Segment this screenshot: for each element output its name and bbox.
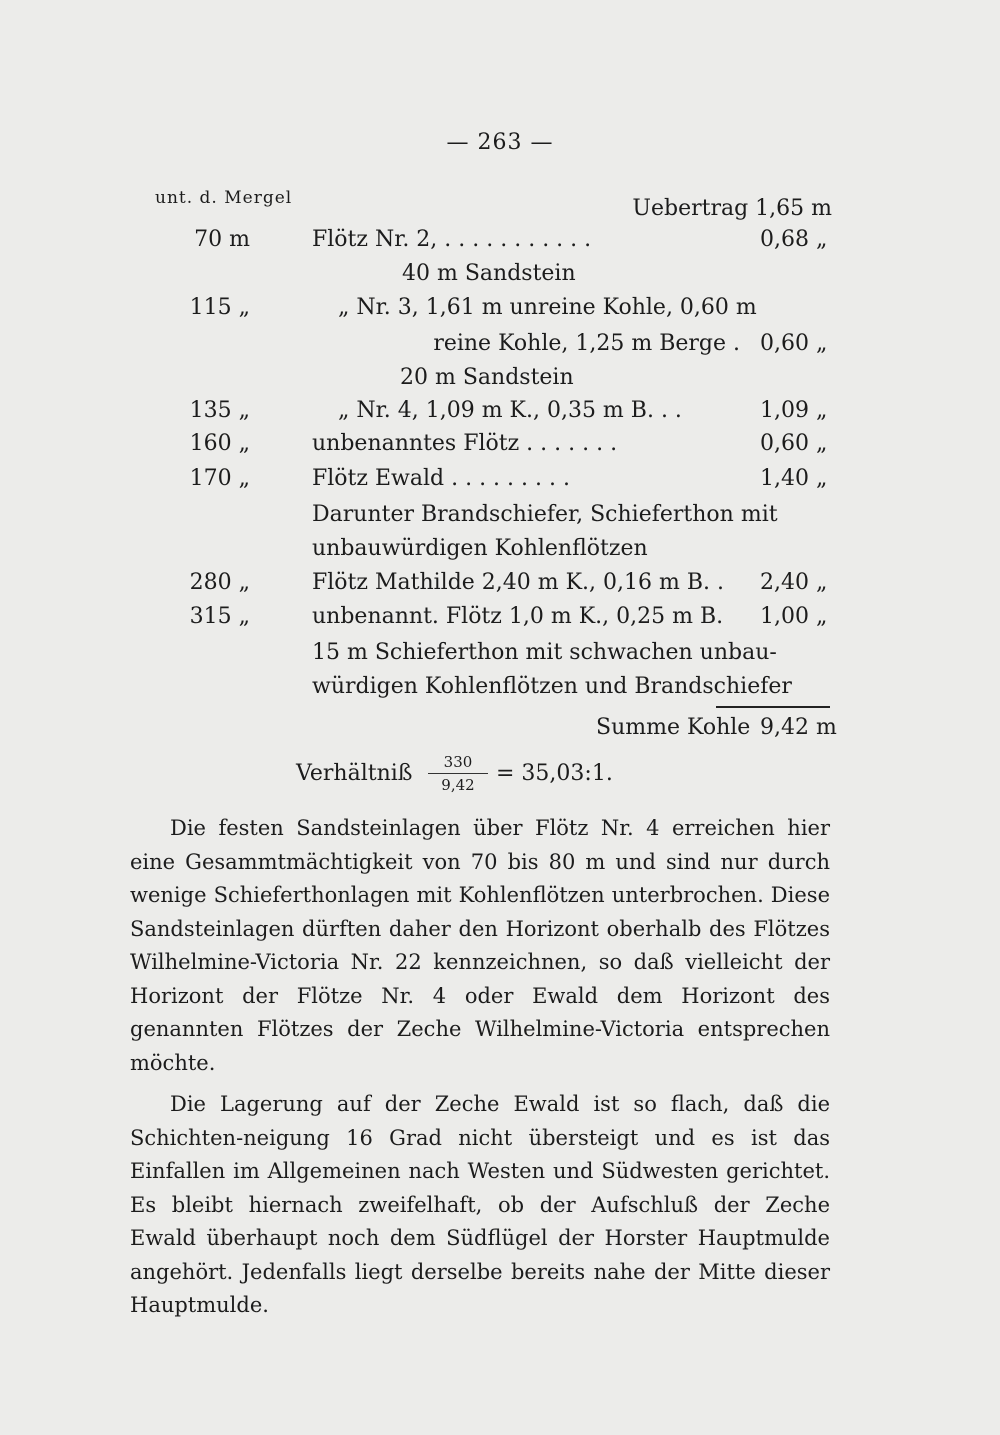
row-text: Flötz Ewald . . . . . . . . . xyxy=(312,466,570,491)
body-text xyxy=(130,812,830,1323)
row-text: „ Nr. 3, 1,61 m unreine Kohle, 0,60 m xyxy=(338,295,757,320)
row-text: unbauwürdigen Kohlenflötzen xyxy=(312,536,648,561)
fraction-bar xyxy=(428,773,488,774)
row-text: Flötz Nr. 2, . . . . . . . . . . . xyxy=(312,227,592,252)
ratio-label: Verhältniß xyxy=(296,761,413,786)
row-depth: 280 „ xyxy=(189,570,250,595)
row-text: unbenanntes Flötz . . . . . . . xyxy=(312,431,618,456)
row-value: 1,09 „ xyxy=(760,398,828,423)
row-text: würdigen Kohlenflötzen und Brandschiefer xyxy=(312,674,792,699)
ratio-result: = 35,03:1. xyxy=(496,761,613,786)
row-value: 1,00 „ xyxy=(760,604,828,629)
row-value: 2,40 „ xyxy=(760,570,828,595)
ratio-denominator: 9,42 xyxy=(441,776,475,794)
carry-over-total: Uebertrag 1,65 m xyxy=(632,196,832,221)
row-depth: 170 „ xyxy=(189,466,250,491)
row-value: 0,60 „ xyxy=(760,331,828,356)
row-text: 15 m Schieferthon mit schwachen unbau- xyxy=(312,640,777,665)
row-text: 40 m Sandstein xyxy=(402,261,576,286)
row-depth: 315 „ xyxy=(189,604,250,629)
sum-value: 9,42 m xyxy=(760,715,837,740)
row-text: Flötz Mathilde 2,40 m K., 0,16 m B. . xyxy=(312,570,725,595)
depth-column-header: unt. d. Mergel xyxy=(155,188,293,208)
row-text: „ Nr. 4, 1,09 m K., 0,35 m B. . . xyxy=(338,398,682,423)
paragraph: Die festen Sandsteinlagen über Flötz Nr. 4 erreichen hier eine Gesammtmächtigkeit von 70 bis 80 m und sind nur durch wenige Schieferthonlagen mit Kohlenflötzen unterbrochen. Diese Sandsteinlagen dürften daher den Horizont oberhalb des Flötzes Wilhelmine-Victoria Nr. 22 kennzeichnen, so daß vielleicht der Horizont der Flötze Nr. 4 oder Ewald dem Horizont des genannten Flötzes der Zeche Wilhelmine-Victoria entsprechen möchte. xyxy=(130,816,830,1075)
row-depth: 70 m xyxy=(194,227,250,252)
row-value: 1,40 „ xyxy=(760,466,828,491)
row-depth: 135 „ xyxy=(189,398,250,423)
ratio-fraction xyxy=(428,752,488,795)
ratio-numerator: 330 xyxy=(443,753,473,771)
row-value: 0,60 „ xyxy=(760,431,828,456)
sum-rule xyxy=(716,706,830,708)
row-depth: 160 „ xyxy=(189,431,250,456)
row-text: reine Kohle, 1,25 m Berge . xyxy=(433,331,740,356)
row-text: 20 m Sandstein xyxy=(400,365,574,390)
row-text: Darunter Brandschiefer, Schieferthon mit xyxy=(312,502,778,527)
sum-label: Summe Kohle xyxy=(596,715,751,740)
row-text: unbenannt. Flötz 1,0 m K., 0,25 m B. xyxy=(312,604,724,629)
page-number: — 263 — xyxy=(446,130,554,155)
paragraph: Die Lagerung auf der Zeche Ewald ist so flach, daß die Schichten-neigung 16 Grad nicht übersteigt und es ist das Einfallen im Allgemeinen nach Westen und Südwesten gerichtet. Es bleibt hiernach zweifelhaft, ob der Aufschluß der Zeche Ewald überhaupt noch dem Südflügel der Horster Hauptmulde angehört. Jedenfalls liegt derselbe bereits nahe der Mitte dieser Hauptmulde. xyxy=(130,1092,830,1317)
row-value: 0,68 „ xyxy=(760,227,828,252)
row-depth: 115 „ xyxy=(189,295,250,320)
